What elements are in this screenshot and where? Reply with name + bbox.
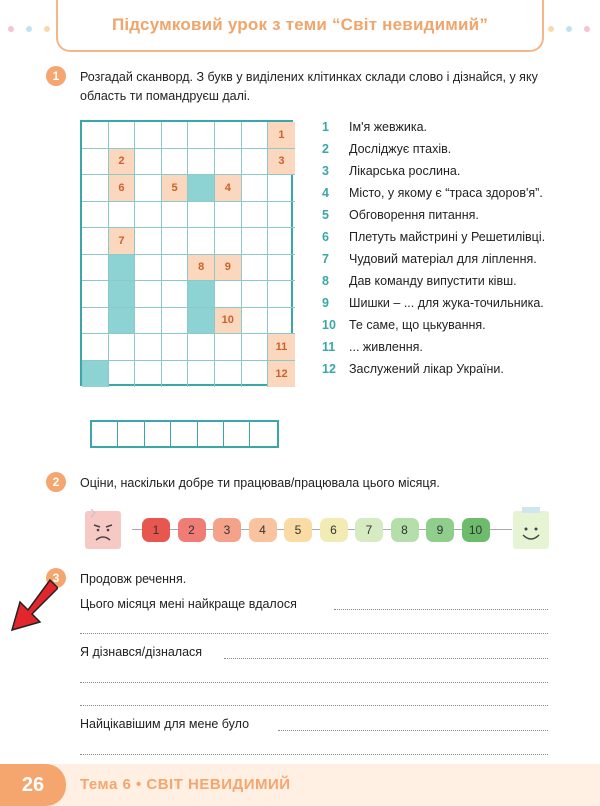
decor-dots-left [8, 26, 50, 32]
rating-1-button[interactable]: 1 [142, 518, 170, 542]
page-number: 26 [0, 764, 66, 806]
clue-number: 6 [322, 230, 329, 244]
rating-4-button[interactable]: 4 [249, 518, 277, 542]
task-2-instructions: Оціни, наскільки добре ти працював/працювала цього місяця. [80, 476, 440, 490]
clue-text: Обговорення питання. [349, 208, 479, 222]
crossword-cell[interactable] [242, 149, 269, 176]
crossword-cell[interactable] [135, 308, 162, 335]
prompt-3: Найцікавішим для мене було [80, 717, 250, 731]
rating-7-button[interactable]: 7 [355, 518, 383, 542]
clue-item [322, 229, 582, 245]
crossword-cell[interactable] [268, 281, 295, 308]
clue-item [322, 141, 582, 157]
clue-text: Чудовий матеріал для ліплення. [349, 252, 537, 266]
clue-item [322, 119, 582, 135]
crossword-cell[interactable] [135, 255, 162, 282]
crossword-cell[interactable] [215, 149, 242, 176]
rating-3-button[interactable]: 3 [213, 518, 241, 542]
crossword-cell[interactable] [188, 122, 215, 149]
crossword-cell[interactable] [188, 228, 215, 255]
crossword-cell[interactable] [188, 149, 215, 176]
highlighted-cell[interactable] [109, 281, 136, 308]
clue-number: 12 [322, 362, 336, 376]
clue-item [322, 317, 582, 333]
crossword-cell[interactable] [135, 122, 162, 149]
clue-number: 10 [322, 318, 336, 332]
answer-boxes[interactable] [90, 420, 279, 448]
crossword-cell[interactable] [268, 175, 295, 202]
highlighted-cell[interactable] [188, 281, 215, 308]
self-assessment-scale [82, 505, 552, 553]
clue-number: 2 [322, 142, 329, 156]
crossword-cell[interactable] [162, 308, 189, 335]
crossword-cell[interactable] [135, 228, 162, 255]
highlighted-cell[interactable] [188, 308, 215, 335]
decor-dots-right [548, 26, 590, 32]
happy-face-icon [510, 505, 552, 551]
crossword-cell[interactable] [188, 361, 215, 388]
answer-line[interactable] [80, 754, 548, 755]
clue-number-cell[interactable]: 11 [268, 334, 295, 361]
crossword-cell[interactable] [135, 149, 162, 176]
rating-6-button[interactable]: 6 [320, 518, 348, 542]
answer-line[interactable] [224, 658, 548, 659]
clue-text: Досліджує птахів. [349, 142, 452, 156]
clue-number-cell[interactable]: 8 [188, 255, 215, 282]
crossword-cell[interactable] [162, 228, 189, 255]
crossword-cell[interactable] [82, 308, 109, 335]
clue-number-cell[interactable]: 3 [268, 149, 295, 176]
clue-number-cell[interactable]: 4 [215, 175, 242, 202]
crossword-cell[interactable] [162, 334, 189, 361]
task-number-2: 2 [46, 472, 66, 492]
sad-face-icon [82, 505, 124, 551]
clue-item [322, 207, 582, 223]
task-3-instructions: Продовж речення. [80, 572, 187, 586]
crossword-cell[interactable] [82, 122, 109, 149]
clue-number: 4 [322, 186, 329, 200]
answer-line[interactable] [278, 730, 548, 731]
crossword-cell[interactable] [109, 361, 136, 388]
clue-text: Місто, у якому є “траса здоров'я”. [349, 186, 543, 200]
footer-topic: Тема 6 • СВІТ НЕВИДИМИЙ [80, 776, 291, 793]
clue-number-cell[interactable]: 12 [268, 361, 295, 388]
crossword-cell[interactable] [242, 202, 269, 229]
crossword-cell[interactable] [268, 228, 295, 255]
clue-number-cell[interactable]: 7 [109, 228, 136, 255]
clue-number: 1 [322, 120, 329, 134]
clue-number: 11 [322, 340, 336, 354]
clue-number-cell[interactable]: 6 [109, 175, 136, 202]
clue-text: ... живлення. [349, 340, 423, 354]
clue-text: Плетуть майстрині у Решетилівці. [349, 230, 546, 244]
crossword-cell[interactable] [242, 175, 269, 202]
answer-line[interactable] [80, 633, 548, 634]
crossword-cell[interactable] [162, 255, 189, 282]
clue-number: 9 [322, 296, 329, 310]
task-number-3: 3 [46, 568, 66, 588]
crossword-cell[interactable] [188, 202, 215, 229]
highlighted-cell[interactable] [109, 255, 136, 282]
crossword-cell[interactable] [162, 281, 189, 308]
crossword-cell[interactable] [82, 202, 109, 229]
page-title-box [56, 0, 544, 52]
crossword-cell[interactable] [162, 149, 189, 176]
crossword-cell[interactable] [215, 202, 242, 229]
prompt-2: Я дізнався/дізналася [80, 645, 203, 659]
crossword-cell[interactable] [135, 334, 162, 361]
answer-line[interactable] [80, 682, 548, 683]
crossword-cell[interactable] [215, 334, 242, 361]
crossword-cell[interactable] [82, 175, 109, 202]
crossword-cell[interactable] [215, 228, 242, 255]
clue-item [322, 361, 582, 377]
task-number-1: 1 [46, 66, 66, 86]
answer-line[interactable] [334, 609, 548, 610]
clue-text: Те саме, що цькування. [349, 318, 486, 332]
crossword-cell[interactable] [242, 334, 269, 361]
crossword-cell[interactable] [162, 361, 189, 388]
crossword-cell[interactable] [109, 202, 136, 229]
rating-10-button[interactable]: 10 [462, 518, 490, 542]
highlighted-cell[interactable] [109, 308, 136, 335]
clue-list [322, 119, 582, 383]
crossword-cell[interactable] [215, 361, 242, 388]
page-title: Підсумковий урок з теми “Світ невидимий” [111, 15, 489, 34]
rating-5-button[interactable]: 5 [284, 518, 312, 542]
crossword-cell[interactable] [82, 281, 109, 308]
clue-number: 3 [322, 164, 329, 178]
crossword-cell[interactable] [109, 334, 136, 361]
rating-9-button[interactable]: 9 [426, 518, 454, 542]
clue-number: 8 [322, 274, 329, 288]
crossword-cell[interactable] [188, 334, 215, 361]
clue-item [322, 339, 582, 355]
clue-number: 5 [322, 208, 329, 222]
crossword-cell[interactable] [268, 308, 295, 335]
crossword-cell[interactable] [82, 228, 109, 255]
crossword-cell[interactable] [242, 361, 269, 388]
crossword-cell[interactable] [82, 149, 109, 176]
clue-text: Лікарська рослина. [349, 164, 461, 178]
task-1-instructions: Розгадай сканворд. З букв у виділених клітинках склади слово і дізнайся, у яку область ти помандруєш далі. [80, 70, 538, 103]
highlighted-cell[interactable] [82, 361, 109, 388]
crossword-cell[interactable] [215, 122, 242, 149]
crossword-cell[interactable] [82, 334, 109, 361]
crossword-cell[interactable] [242, 228, 269, 255]
crossword-cell[interactable] [82, 255, 109, 282]
crossword-cell[interactable] [268, 202, 295, 229]
rating-2-button[interactable]: 2 [178, 518, 206, 542]
crossword-cell[interactable] [135, 202, 162, 229]
rating-8-button[interactable]: 8 [391, 518, 419, 542]
clue-number-cell[interactable]: 5 [162, 175, 189, 202]
crossword-cell[interactable] [135, 361, 162, 388]
crossword-cell[interactable] [242, 122, 269, 149]
prompt-1: Цього місяця мені найкраще вдалося [80, 597, 297, 611]
red-arrow-icon [8, 578, 58, 634]
clue-number: 7 [322, 252, 329, 266]
highlighted-cell[interactable] [188, 175, 215, 202]
clue-text: Шишки – ... для жука-точильника. [349, 296, 544, 310]
clue-number-cell[interactable]: 10 [215, 308, 242, 335]
clue-item [322, 251, 582, 267]
clue-number-cell[interactable]: 9 [215, 255, 242, 282]
crossword-cell[interactable] [135, 281, 162, 308]
clue-item [322, 185, 582, 201]
clue-text: Заслужений лікар України. [349, 362, 504, 376]
clue-number-cell[interactable]: 1 [268, 122, 295, 149]
crossword-cell[interactable] [242, 255, 269, 282]
clue-item [322, 273, 582, 289]
crossword-cell[interactable] [162, 202, 189, 229]
clue-item [322, 163, 582, 179]
clue-item [322, 295, 582, 311]
clue-text: Дав команду випустити ківш. [349, 274, 517, 288]
clue-number-cell[interactable]: 2 [109, 149, 136, 176]
crossword-cell[interactable] [109, 122, 136, 149]
answer-line[interactable] [80, 705, 548, 706]
crossword-grid [80, 120, 293, 386]
crossword-cell[interactable] [268, 255, 295, 282]
crossword-cell[interactable] [135, 175, 162, 202]
crossword-cell[interactable] [162, 122, 189, 149]
crossword-cell[interactable] [215, 281, 242, 308]
clue-text: Ім'я жевжика. [349, 120, 428, 134]
crossword-cell[interactable] [242, 308, 269, 335]
crossword-cell[interactable] [242, 281, 269, 308]
